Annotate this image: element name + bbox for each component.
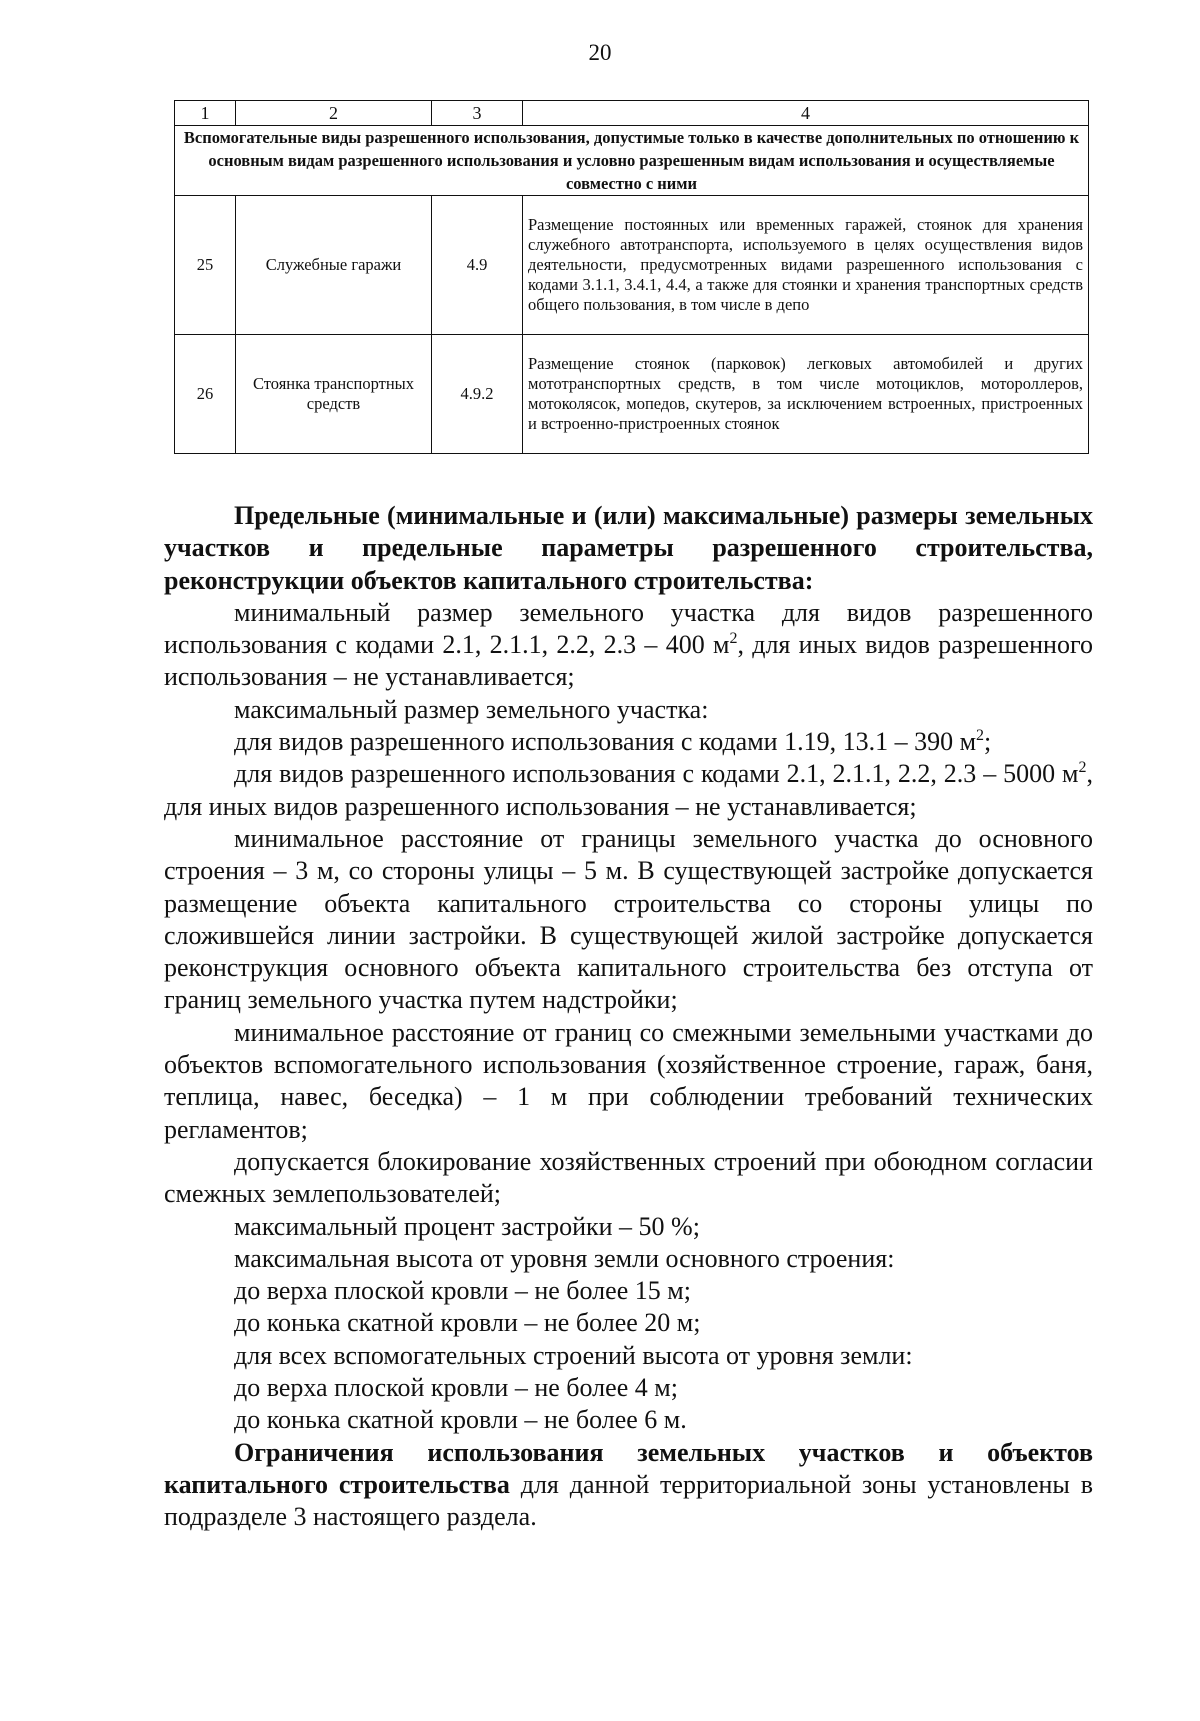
paragraph-min-size: [164, 597, 1093, 694]
paragraph-percent: максимальный процент застройки – 50 %;: [234, 1211, 700, 1241]
table-section-row: [175, 126, 1089, 196]
paragraph-flat-main: до верха плоской кровли – не более 15 м;: [234, 1276, 691, 1306]
section-title: Вспомогательные виды разрешенного использования, допустимые только в качестве дополнительных по отношению к основным видам разрешенного использования и условно разрешенным видам использования и осуществляемые совместно с ними: [175, 126, 1089, 196]
paragraph-max-size-a: [164, 726, 1093, 758]
superscript: 2: [976, 727, 985, 745]
restrictions-rest: для данной территориальной зоны установлены в подразделе 3 настоящего раздела.: [164, 1469, 1093, 1532]
row-code: 4.9.2: [432, 335, 523, 454]
row-code: 4.9: [432, 196, 523, 335]
paragraph-pitched-main: до конька скатной кровли – не более 20 м;: [234, 1308, 701, 1338]
paragraph-restrictions: [164, 1437, 1093, 1534]
row-description: Размещение постоянных или временных гаражей, стоянок для хранения служебного автотранспорта, используемого в целях осуществления видов деятельности, предусмотренных видами разрешенного использования с кодами 3.1.1, 3.4.1, 4.4, а также для стоянки и хранения транспортных средств общего пользования, в том числе в депо: [523, 196, 1089, 335]
row-number: 25: [175, 196, 236, 335]
document-body: [164, 500, 1093, 1534]
paragraph-distance: минимальное расстояние от границы земельного участка до основного строения – 3 м, со стороны улицы – 5 м. В существующей застройке допускается размещение объекта капитального строительства со стороны улицы по сложившейся линии застройки. В существующей жилой застройке допускается реконструкция основного объекта капитального строительства без отступа от границ земельного участка путем надстройки;: [164, 823, 1093, 1015]
restrictions-bold: Ограничения использования земельных участков и объектов капитального строительства: [164, 1437, 1093, 1499]
row-number: 26: [175, 335, 236, 454]
paragraph-max-size: максимальный размер земельного участка:: [234, 694, 709, 724]
paragraph-blocking: допускается блокирование хозяйственных строений при обоюдном согласии смежных землепользователей;: [164, 1146, 1093, 1209]
paragraph-text: для видов разрешенного использования с кодами 1.19, 13.1 – 390 м: [234, 727, 977, 757]
column-header-name: 2: [236, 101, 432, 126]
heading-colon: :: [804, 565, 814, 595]
paragraph-text: , для иных видов разрешенного использования – не устанавливается;: [164, 759, 1093, 821]
table-row: [175, 196, 1089, 335]
paragraph-text: , для иных видов разрешенного использования – не устанавливается;: [164, 630, 1093, 692]
superscript: 2: [1078, 759, 1087, 777]
paragraph-text: для видов разрешенного использования с кодами 2.1, 2.1.1, 2.2, 2.3 – 5000 м: [234, 759, 1079, 789]
land-use-table: [174, 100, 1089, 454]
paragraph-aux-distance: минимальное расстояние от границ со смежными земельными участками до объектов вспомогательного использования (хозяйственное строение, гараж, баня, теплица, навес, беседка) – 1 м при соблюдении требований технических регламентов;: [164, 1017, 1093, 1144]
row-description: Размещение стоянок (парковок) легковых автомобилей и других мототранспортных средств, в том числе мотоциклов, мотороллеров, мотоколясок, мопедов, скутеров, за исключением встроенных, пристроенных и встроенно-пристроенных стоянок: [523, 335, 1089, 454]
column-header-description: 4: [523, 101, 1089, 126]
paragraph-height: максимальная высота от уровня земли основного строения:: [234, 1243, 895, 1273]
row-name: Стоянка транспортных средств: [236, 335, 432, 454]
paragraph-max-size-b: [164, 758, 1093, 823]
row-name: Служебные гаражи: [236, 196, 432, 335]
heading-text: Предельные (минимальные и (или) максимальные) размеры земельных участков и предельные параметры разрешенного строительства, реконструкции объектов капитального строительства: [164, 501, 1093, 595]
paragraph-pitched-aux: до конька скатной кровли – не более 6 м.: [234, 1405, 687, 1435]
paragraph-aux-height: для всех вспомогательных строений высота от уровня земли:: [234, 1340, 913, 1370]
page-number: 20: [588, 40, 612, 65]
paragraph-text: ;: [984, 727, 992, 757]
paragraph-flat-aux: до верха плоской кровли – не более 4 м;: [234, 1373, 678, 1403]
column-header-number: 1: [175, 101, 236, 126]
section-heading: [164, 500, 1093, 597]
column-header-code: 3: [432, 101, 523, 126]
table-row: [175, 335, 1089, 454]
paragraph-text: минимальный размер земельного участка для видов разрешенного использования с кодами 2.1, 2.1.1, 2.2, 2.3 – 400 м: [164, 597, 1093, 660]
table-header-row: [175, 101, 1089, 126]
superscript: 2: [729, 630, 738, 648]
